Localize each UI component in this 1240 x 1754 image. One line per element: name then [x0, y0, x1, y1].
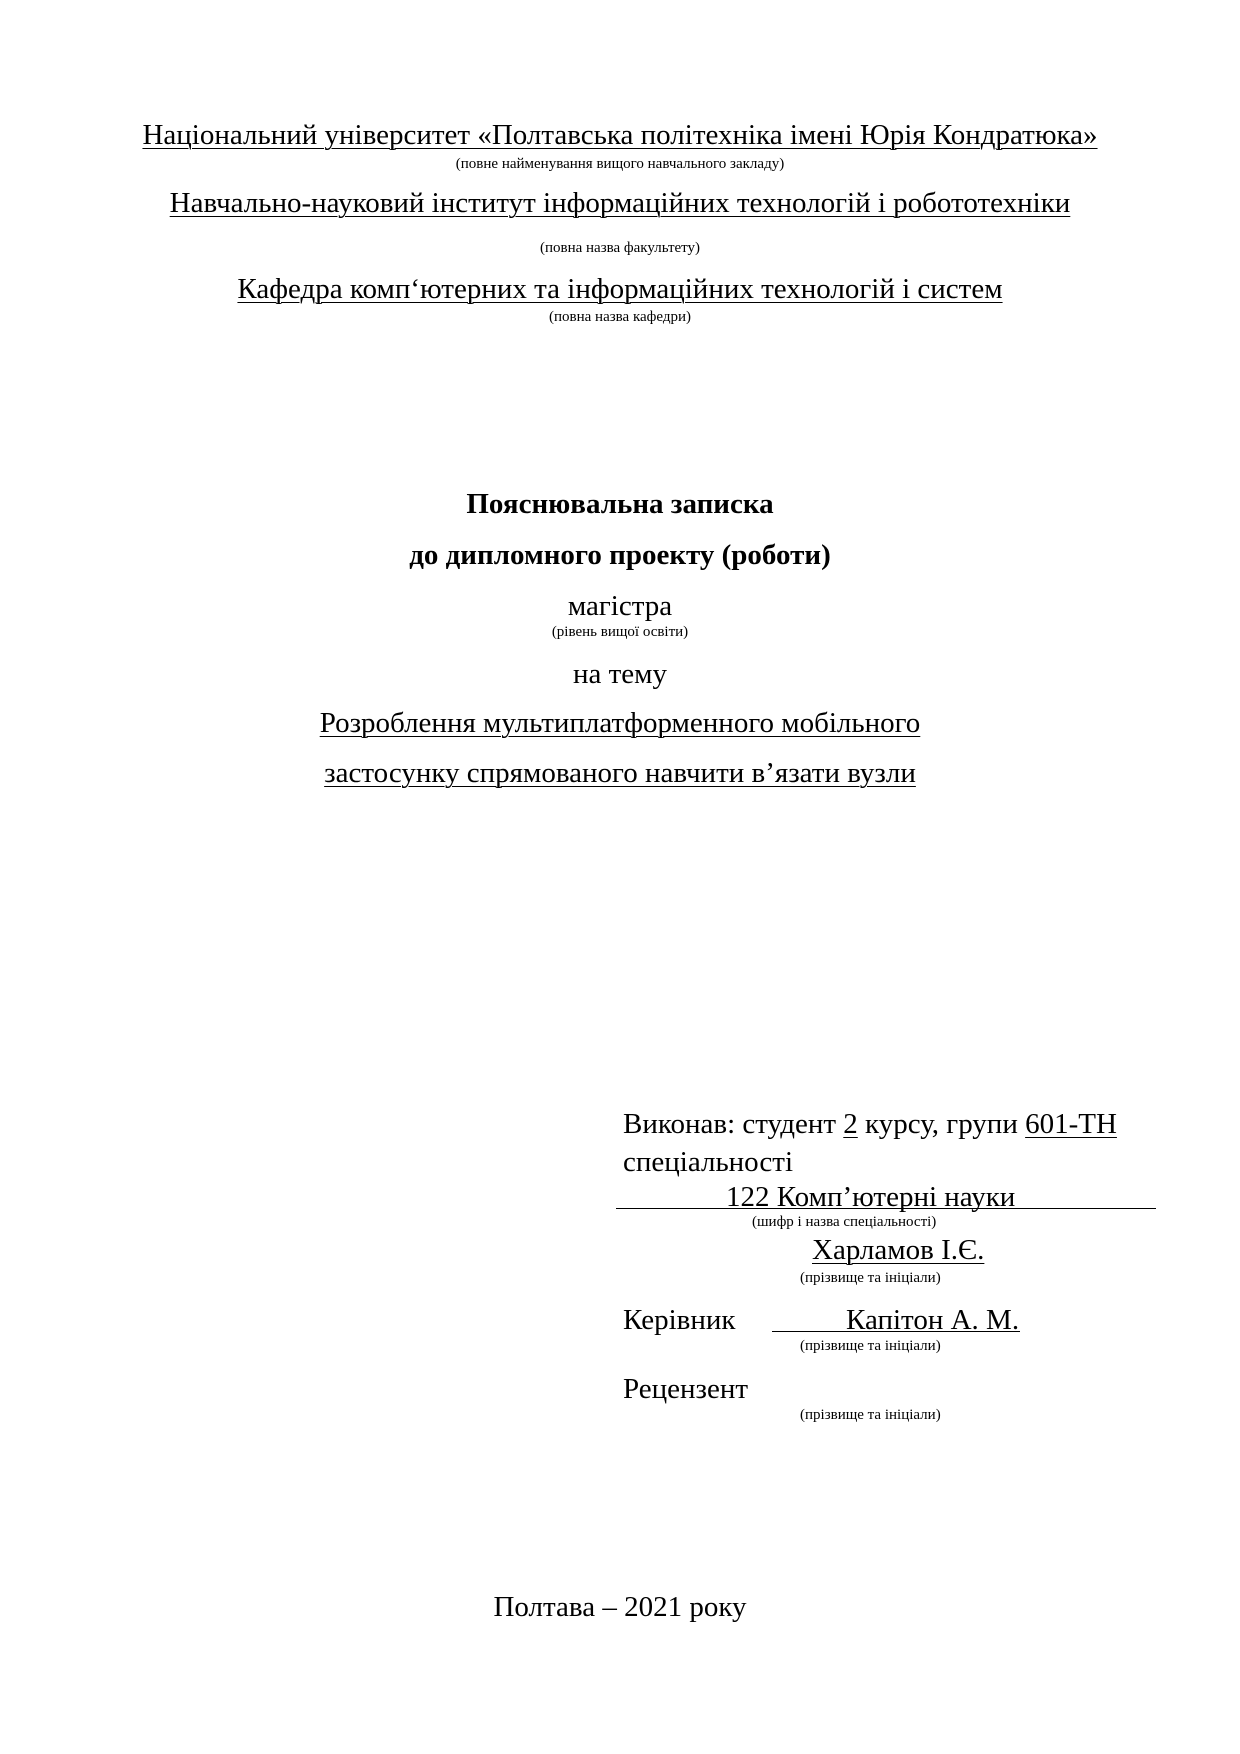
degree-caption: (рівень вищої освіти)	[551, 624, 689, 640]
reviewer-label: Рецензент	[623, 1373, 749, 1405]
department-caption: (повна назва кафедри)	[549, 309, 691, 325]
city-year: Полтава – 2021 року	[493, 1591, 747, 1623]
department-name: Кафедра комп‘ютерних та інформаційних технологій і систем	[237, 273, 1003, 305]
reviewer-caption: (прізвище та ініціали)	[800, 1407, 941, 1423]
institute-caption: (повна назва факультету)	[539, 240, 701, 256]
specialty-caption: (шифр і назва спеціальності)	[752, 1214, 937, 1230]
group-code: 601-ТН	[1025, 1108, 1117, 1140]
topic-intro: на тему	[572, 658, 668, 690]
document-title: Пояснювальна записка	[466, 488, 774, 520]
specialty-label: спеціальності	[623, 1146, 794, 1178]
supervisor-name: Капітон А. М.	[846, 1304, 1020, 1336]
university-caption: (повне найменування вищого навчального закладу)	[455, 156, 785, 172]
supervisor-caption: (прізвище та ініціали)	[800, 1338, 941, 1354]
topic-line-2: застосунку спрямованого навчити в’язати вузли	[324, 757, 916, 789]
topic-line-1: Розроблення мультиплатформенного мобільного	[319, 707, 921, 739]
specialty-underline	[616, 1208, 1156, 1209]
specialty-value: 122 Комп’ютерні науки	[726, 1181, 1016, 1213]
course-number: 2	[843, 1108, 858, 1140]
student-caption: (прізвище та ініціали)	[800, 1270, 941, 1286]
student-name: Харламов І.Є.	[812, 1234, 985, 1266]
degree-level: магістра	[567, 590, 673, 622]
institute-name: Навчально-науковий інститут інформаційних технологій і робототехніки	[169, 187, 1071, 219]
supervisor-label: Керівник	[623, 1304, 736, 1336]
university-name: Національний університет «Полтавська політехніка імені Юрія Кондратюка»	[142, 119, 1098, 151]
document-subtitle: до дипломного проекту (роботи)	[409, 539, 831, 571]
student-info-line: Виконав: студент 2 курсу, групи 601-ТН	[623, 1108, 1117, 1140]
